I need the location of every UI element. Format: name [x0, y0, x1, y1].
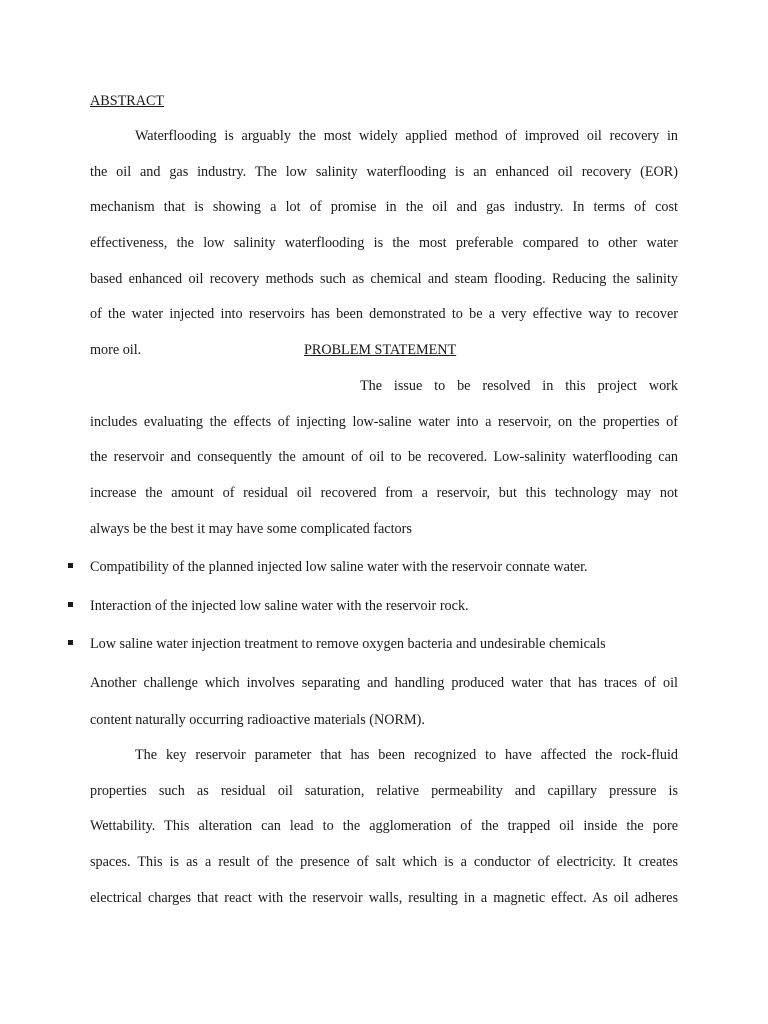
factor-list	[90, 548, 678, 738]
text-line: properties such as residual oil saturation, relative permeability and capillary pressure is	[90, 782, 678, 799]
text-line: The issue to be resolved in this project work	[360, 377, 678, 394]
text-line: the oil and gas industry. The low salinity waterflooding is an enhanced oil recovery (EOR)	[90, 163, 678, 180]
list-item-continuation: content naturally occurring radioactive materials (NORM).	[90, 711, 425, 728]
text-line: increase the amount of residual oil recovered from a reservoir, but this technology may not	[90, 484, 678, 501]
problem-statement-heading: PROBLEM STATEMENT	[304, 342, 457, 359]
bullet-square-icon	[68, 640, 73, 645]
text-line: Wettability. This alteration can lead to the agglomeration of the trapped oil inside the pore	[90, 818, 678, 835]
text-line: electrical charges that react with the reservoir walls, resulting in a magnetic effect. As oil adheres	[90, 889, 678, 906]
text-line: Waterflooding is arguably the most widely applied method of improved oil recovery in	[135, 128, 678, 144]
list-item: Compatibility of the planned injected low saline water with the reservoir connate water.	[90, 548, 678, 587]
list-item: Interaction of the injected low saline water with the reservoir rock.	[90, 587, 678, 626]
bullet-square-icon	[68, 602, 73, 607]
abstract-heading: ABSTRACT	[90, 93, 165, 109]
text-line-with-heading	[90, 333, 678, 369]
text-line: spaces. This is as a result of the presence of salt which is a conductor of electricity. It creates	[90, 854, 678, 871]
text-line: of the water injected into reservoirs has been demonstrated to be a very effective way to recover	[90, 306, 678, 323]
text-line: more oil.	[90, 342, 142, 359]
text-line: the reservoir and consequently the amount of oil to be recovered. Low-salinity waterflooding can	[90, 449, 678, 466]
list-item: Another challenge which involves separating and handling produced water that has traces of oil	[90, 664, 678, 703]
text-line: always be the best it may have some complicated factors	[90, 520, 412, 537]
text-line: mechanism that is showing a lot of promise in the oil and gas industry. In terms of cost	[90, 199, 678, 216]
list-item: Low saline water injection treatment to remove oxygen bacteria and undesirable chemicals	[90, 625, 678, 664]
wettability-paragraph	[90, 738, 678, 916]
text-line: includes evaluating the effects of injecting low-saline water into a reservoir, on the properties of	[90, 413, 678, 430]
abstract-paragraph	[90, 119, 678, 547]
bullet-square-icon	[68, 563, 73, 568]
text-line: The key reservoir parameter that has been recognized to have affected the rock-fluid	[135, 747, 678, 763]
text-line: effectiveness, the low salinity waterflooding is the most preferable compared to other water	[90, 235, 678, 252]
text-line: based enhanced oil recovery methods such as chemical and steam flooding. Reducing the salinity	[90, 270, 678, 287]
